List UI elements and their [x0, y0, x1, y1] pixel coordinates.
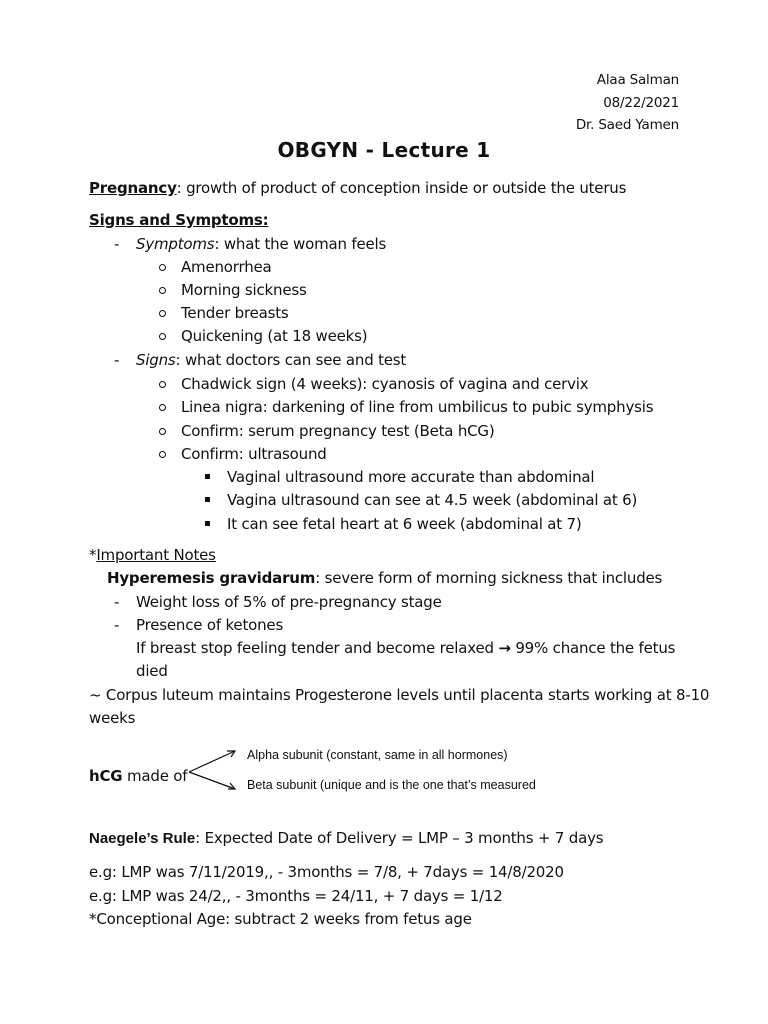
sign-item: Linea nigra: darkening of line from umbilicus to pubic symphysis: [181, 398, 654, 416]
pregnancy-definition: [89, 178, 626, 198]
circle-bullet: [159, 404, 166, 411]
symptoms-line: [136, 234, 386, 254]
circle-bullet: [159, 381, 166, 388]
beta-subunit: Beta subunit (unique and is the one that’s measured: [247, 778, 536, 792]
doctor-name: Dr. Saed Yamen: [575, 117, 679, 133]
breast-note-line1: [136, 638, 675, 658]
sign-item: Chadwick sign (4 weeks): cyanosis of vagina and cervix: [181, 375, 589, 393]
hyperemesis-desc: : severe form of morning sickness that includes: [315, 569, 663, 587]
signs-desc: : what doctors can see and test: [175, 351, 407, 369]
hyperemesis-line: [107, 568, 662, 588]
hyperemesis-item: Presence of ketones: [136, 616, 284, 634]
arrow-icon: →: [498, 639, 511, 657]
hyperemesis-term: Hyperemesis gravidarum: [107, 569, 316, 587]
page-title: OBGYN - Lecture 1: [277, 138, 491, 162]
conceptional-age-text: Conceptional Age: subtract 2 weeks from fetus age: [96, 910, 472, 928]
symptom-item: Amenorrhea: [181, 258, 272, 276]
corpus-luteum-line2: weeks: [89, 709, 136, 727]
corpus-luteum-line1: ~ Corpus luteum maintains Progesterone levels until placenta starts working at 8-10: [89, 686, 710, 704]
symptom-item: Quickening (at 18 weeks): [181, 327, 368, 345]
naegele-formula: : Expected Date of Delivery = LMP – 3 months + 7 days: [195, 829, 604, 847]
naegele-rule: [89, 828, 603, 849]
hcg-label: [89, 766, 187, 786]
breast-note-text-b: 99% chance the fetus: [510, 639, 676, 657]
conceptional-age: [89, 909, 472, 929]
circle-bullet: [159, 428, 166, 435]
symptom-item: Morning sickness: [181, 281, 307, 299]
hcg-made-of: made of: [122, 767, 188, 785]
author-name: Alaa Salman: [596, 72, 679, 88]
hyperemesis-item: Weight loss of 5% of pre-pregnancy stage: [136, 593, 442, 611]
signs-symptoms-heading: Signs and Symptoms:: [89, 211, 269, 229]
naegele-example-2: e.g: LMP was 24/2,, - 3months = 24/11, + 7 days = 1/12: [89, 887, 503, 905]
signs-label: Signs: [136, 351, 176, 369]
pregnancy-definition-text: : growth of product of conception inside or outside the uterus: [176, 179, 627, 197]
symptoms-label: Symptoms: [136, 235, 215, 253]
symptom-item: Tender breasts: [181, 304, 289, 322]
important-notes-label: Important Notes: [96, 546, 216, 564]
asterisk: *: [89, 546, 97, 564]
square-bullet: [205, 474, 210, 479]
square-bullet: [205, 497, 210, 502]
sign-item: Confirm: ultrasound: [181, 445, 327, 463]
circle-bullet: [159, 310, 166, 317]
hcg-term: hCG: [89, 767, 123, 785]
symptoms-desc: : what the woman feels: [214, 235, 387, 253]
dash-bullet: -: [114, 235, 120, 253]
asterisk: *: [89, 910, 97, 928]
sign-item: Confirm: serum pregnancy test (Beta hCG): [181, 422, 495, 440]
circle-bullet: [159, 451, 166, 458]
ultrasound-item: It can see fetal heart at 6 week (abdominal at 7): [227, 515, 582, 533]
alpha-subunit: Alpha subunit (constant, same in all hormones): [247, 748, 508, 762]
signs-line: [136, 350, 406, 370]
circle-bullet: [159, 333, 166, 340]
dash-bullet: -: [114, 593, 120, 611]
document-date: 08/22/2021: [603, 95, 679, 111]
important-notes-heading: [89, 545, 216, 565]
square-bullet: [205, 521, 210, 526]
dash-bullet: -: [114, 616, 120, 634]
ultrasound-item: Vagina ultrasound can see at 4.5 week (abdominal at 6): [227, 491, 638, 509]
breast-note-line2: died: [136, 662, 168, 680]
breast-note-text-a: If breast stop feeling tender and become relaxed: [136, 639, 499, 657]
naegele-example-1: e.g: LMP was 7/11/2019,, - 3months = 7/8, + 7days = 14/8/2020: [89, 863, 564, 881]
pregnancy-term: Pregnancy: [89, 179, 177, 197]
naegele-term: Naegele’s Rule: [89, 830, 196, 847]
dash-bullet: -: [114, 351, 120, 369]
circle-bullet: [159, 264, 166, 271]
branch-arrows-icon: [185, 745, 245, 795]
circle-bullet: [159, 287, 166, 294]
ultrasound-item: Vaginal ultrasound more accurate than abdominal: [227, 468, 595, 486]
